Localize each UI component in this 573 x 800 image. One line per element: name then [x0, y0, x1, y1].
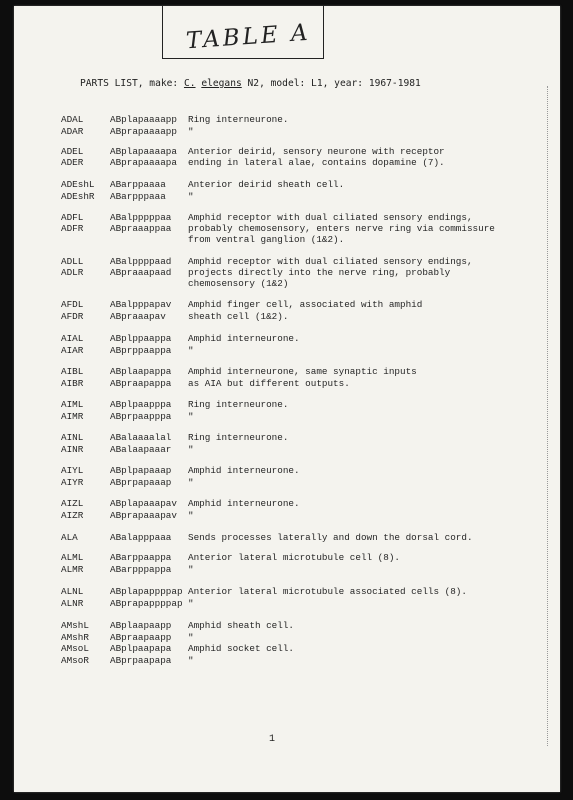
cell-lineage: ABprpapaaap [110, 477, 172, 488]
cell-lineage: ABalaapaaar [110, 444, 172, 455]
header-prefix: PARTS LIST, make: [80, 78, 184, 89]
cell-lineage: ABplapaaaapa [110, 146, 177, 157]
cell-description: projects directly into the nerve ring, probably [188, 267, 451, 278]
cell-description: Amphid interneurone, same synaptic inputs [188, 366, 417, 377]
table-row [14, 552, 554, 563]
table-row [14, 311, 554, 322]
table-row [14, 564, 554, 575]
cell-name: ALNR [61, 598, 84, 609]
cell-description: Anterior deirid, sensory neurone with receptor [188, 146, 445, 157]
parts-list-header [80, 78, 421, 89]
cell-description: as AIA but different outputs. [188, 378, 350, 389]
cell-description: " [188, 598, 194, 609]
cell-name: AIYL [61, 465, 84, 476]
table-row [14, 299, 554, 310]
cell-name: ADLL [61, 256, 84, 267]
cell-lineage: ABpraaappaa [110, 223, 172, 234]
cell-description: " [188, 655, 194, 666]
table-row [14, 146, 554, 157]
cell-name: ADEL [61, 146, 84, 157]
table-row [14, 643, 554, 654]
cell-name: ADEshL [61, 179, 95, 190]
cell-description: sheath cell (1&2). [188, 311, 289, 322]
table-row [14, 411, 554, 422]
cell-name: AIAR [61, 345, 84, 356]
page-number: 1 [269, 734, 276, 745]
cell-name: AIZR [61, 510, 84, 521]
cell-description: Ring interneurone. [188, 114, 289, 125]
cell-lineage: ABarpppappa [110, 564, 172, 575]
cell-lineage: ABplppaappa [110, 333, 172, 344]
cell-name: AFDR [61, 311, 84, 322]
table-row [14, 632, 554, 643]
cell-name: AFDL [61, 299, 84, 310]
cell-description: Anterior lateral microtubule associated cells (8). [188, 586, 467, 597]
table-row [14, 114, 554, 125]
cell-lineage: ABalpppapav [110, 299, 172, 310]
cell-name: ADLR [61, 267, 84, 278]
cell-name: AMsoR [61, 655, 89, 666]
table-row [14, 234, 554, 245]
table-row [14, 345, 554, 356]
table-row [14, 532, 554, 543]
cell-name: AIBL [61, 366, 84, 377]
header-genus: C. [183, 78, 196, 89]
cell-name: ADAL [61, 114, 84, 125]
cell-lineage: ABalapppaaa [110, 532, 172, 543]
document-page [14, 6, 560, 792]
table-row [14, 444, 554, 455]
cell-lineage: ABprapappppap [110, 598, 183, 609]
cell-description: Anterior deirid sheath cell. [188, 179, 345, 190]
cell-lineage: ABprapaaaapp [110, 126, 177, 137]
cell-description: " [188, 510, 194, 521]
table-row [14, 366, 554, 377]
table-row [14, 126, 554, 137]
cell-name: ALNL [61, 586, 84, 597]
cell-name: AINL [61, 432, 84, 443]
cell-description: Amphid interneurone. [188, 333, 300, 344]
header-suffix: N2, model: L1, year: 1967-1981 [241, 78, 421, 89]
cell-lineage: ABprppaappa [110, 345, 172, 356]
cell-description: Amphid socket cell. [188, 643, 295, 654]
cell-description: " [188, 411, 194, 422]
cell-name: ALA [61, 532, 78, 543]
table-row [14, 477, 554, 488]
cell-description: Ring interneurone. [188, 399, 289, 410]
cell-lineage: ABplapaaapav [110, 498, 177, 509]
cell-lineage: ABpraapaapp [110, 632, 172, 643]
cell-name: AMsoL [61, 643, 89, 654]
cell-lineage: ABprpaapapa [110, 655, 172, 666]
cell-name: AIYR [61, 477, 84, 488]
cell-lineage: ABplapaaaapp [110, 114, 177, 125]
cell-description: " [188, 632, 194, 643]
cell-lineage: ABpraaapaad [110, 267, 172, 278]
table-row [14, 256, 554, 267]
table-row [14, 267, 554, 278]
cell-name: AINR [61, 444, 84, 455]
table-row [14, 278, 554, 289]
cell-name: ADFR [61, 223, 84, 234]
table-row [14, 157, 554, 168]
cell-lineage: ABplpaapapa [110, 643, 172, 654]
cell-lineage: ABarppaappa [110, 552, 172, 563]
cell-name: AIAL [61, 333, 84, 344]
cell-description: Amphid receptor with dual ciliated sensory endings, [188, 256, 473, 267]
cell-description: " [188, 477, 194, 488]
cell-lineage: ABalpppppaa [110, 212, 172, 223]
cell-description: " [188, 345, 194, 356]
cell-name: AIZL [61, 498, 84, 509]
table-row [14, 179, 554, 190]
cell-lineage: ABpraapappa [110, 378, 172, 389]
cell-description: " [188, 126, 194, 137]
table-row [14, 378, 554, 389]
cell-lineage: ABprapaaaapa [110, 157, 177, 168]
cell-description: Sends processes laterally and down the dorsal cord. [188, 532, 473, 543]
cell-name: AIMR [61, 411, 84, 422]
cell-lineage: ABarpppaaa [110, 191, 166, 202]
cell-name: ADEshR [61, 191, 95, 202]
cell-name: ADFL [61, 212, 84, 223]
handwritten-title: TABLE A [185, 19, 312, 55]
cell-description: chemosensory (1&2) [188, 278, 289, 289]
table-row [14, 465, 554, 476]
cell-description: " [188, 564, 194, 575]
header-species: elegans [201, 78, 242, 89]
table-row [14, 333, 554, 344]
cell-description: " [188, 191, 194, 202]
cell-name: ALMR [61, 564, 84, 575]
cell-lineage: ABprapaaapav [110, 510, 177, 521]
cell-name: ADER [61, 157, 84, 168]
cell-description: probably chemosensory, enters nerve ring via commissure [188, 223, 495, 234]
cell-lineage: ABplaapappa [110, 366, 172, 377]
table-row [14, 191, 554, 202]
table-row [14, 655, 554, 666]
cell-description: Ring interneurone. [188, 432, 289, 443]
cell-description: Amphid interneurone. [188, 498, 300, 509]
cell-description: from ventral ganglion (1&2). [188, 234, 345, 245]
cell-description: Amphid finger cell, associated with amphid [188, 299, 423, 310]
cell-name: AMshR [61, 632, 89, 643]
table-row [14, 432, 554, 443]
cell-description: ending in lateral alae, contains dopamine (7). [188, 157, 445, 168]
cell-lineage: ABalaaaalal [110, 432, 172, 443]
cell-name: AMshL [61, 620, 89, 631]
table-row [14, 620, 554, 631]
table-row [14, 586, 554, 597]
cell-lineage: ABplpapaaap [110, 465, 172, 476]
cell-lineage: ABplaapaapp [110, 620, 172, 631]
cell-lineage: ABplapappppap [110, 586, 183, 597]
cell-description: " [188, 444, 194, 455]
cell-name: ADAR [61, 126, 84, 137]
table-row [14, 498, 554, 509]
table-row [14, 212, 554, 223]
table-row [14, 399, 554, 410]
cell-name: AIBR [61, 378, 84, 389]
cell-name: ALML [61, 552, 84, 563]
cell-description: Amphid sheath cell. [188, 620, 295, 631]
table-row [14, 598, 554, 609]
cell-name: AIML [61, 399, 84, 410]
cell-description: Amphid interneurone. [188, 465, 300, 476]
cell-lineage: ABpraaapav [110, 311, 166, 322]
cell-description: Anterior lateral microtubule cell (8). [188, 552, 401, 563]
cell-description: Amphid receptor with dual ciliated sensory endings, [188, 212, 473, 223]
table-row [14, 510, 554, 521]
cell-lineage: ABalppppaad [110, 256, 172, 267]
cell-lineage: ABprpaapppa [110, 411, 172, 422]
table-row [14, 223, 554, 234]
cell-lineage: ABarppaaaa [110, 179, 166, 190]
cell-lineage: ABplpaapppa [110, 399, 172, 410]
